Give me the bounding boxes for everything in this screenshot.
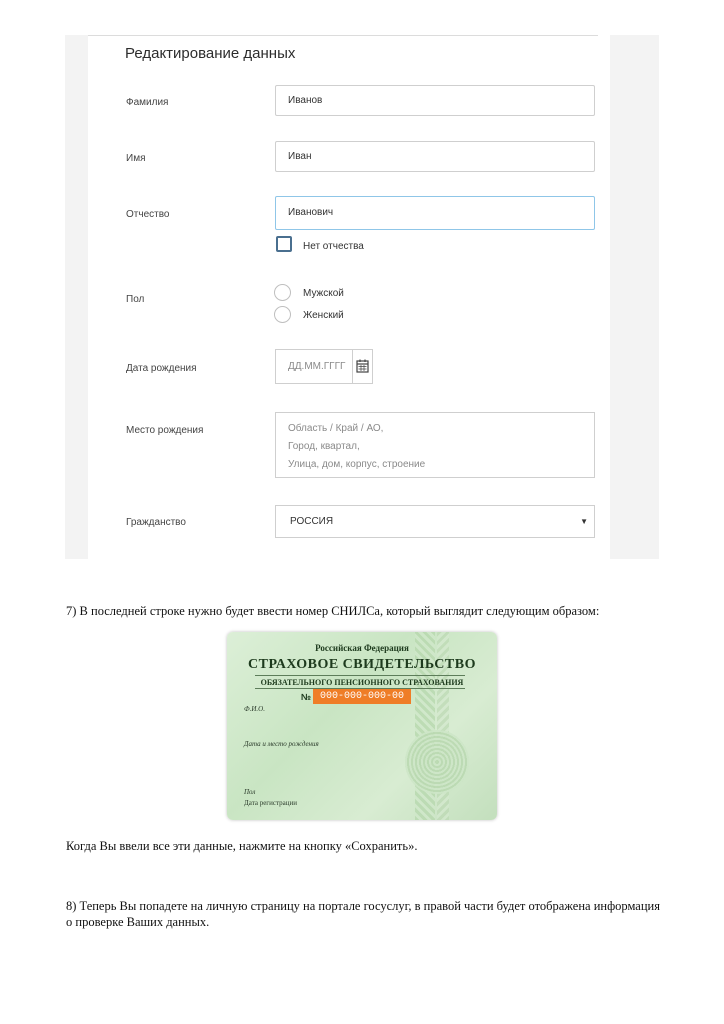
placeholder-line: Область / Край / АО, bbox=[288, 423, 384, 434]
gender-label: Пол bbox=[126, 294, 145, 305]
calendar-button[interactable] bbox=[352, 349, 373, 384]
form-title: Редактирование данных bbox=[125, 45, 296, 62]
card-field-reg: Дата регистрации bbox=[244, 799, 298, 807]
snils-card-image bbox=[227, 632, 497, 820]
chevron-down-icon: ▼ bbox=[580, 517, 588, 526]
placeholder-line: Улица, дом, корпус, строение bbox=[288, 459, 426, 470]
gender-male-radio[interactable] bbox=[274, 284, 291, 301]
divider bbox=[88, 35, 598, 36]
card-number-prefix: № bbox=[301, 692, 312, 702]
citizenship-select[interactable] bbox=[275, 505, 595, 538]
calendar-icon bbox=[353, 350, 372, 383]
card-country: Российская Федерация bbox=[315, 643, 409, 653]
first-name-input[interactable]: Иван bbox=[275, 141, 595, 172]
last-name-label: Фамилия bbox=[126, 97, 169, 108]
card-subtitle: ОБЯЗАТЕЛЬНОГО ПЕНСИОННОГО СТРАХОВАНИЯ bbox=[260, 678, 464, 687]
gender-female-label: Женский bbox=[303, 310, 344, 321]
citizenship-value: РОССИЯ bbox=[290, 516, 334, 527]
patronymic-input[interactable]: Иванович bbox=[275, 196, 595, 230]
first-name-label: Имя bbox=[126, 153, 146, 164]
last-name-input[interactable]: Иванов bbox=[275, 85, 595, 116]
card-field-birth: Дата и место рождения bbox=[244, 740, 319, 748]
card-title: СТРАХОВОЕ СВИДЕТЕЛЬСТВО bbox=[248, 657, 476, 672]
paragraph-save: Когда Вы ввели все эти данные, нажмите на кнопку «Сохранить». bbox=[66, 839, 418, 853]
card-field-gender: Пол bbox=[244, 788, 256, 796]
placeholder-line: Город, квартал, bbox=[288, 441, 360, 452]
form-screenshot bbox=[65, 35, 659, 559]
paragraph-step-7: 7) В последней строке нужно будет ввести номер СНИЛСа, который выглядит следующим образом: bbox=[66, 604, 600, 618]
card-number: 000-000-000-00 bbox=[313, 689, 411, 704]
paragraph-step-8: 8) Теперь Вы попадете на личную страницу на портале госуслуг, в правой части будет отображена информация о проверке Ваших данных. bbox=[66, 899, 660, 929]
card-field-fio: Ф.И.О. bbox=[244, 705, 265, 713]
no-patronymic-label: Нет отчества bbox=[303, 241, 364, 252]
birth-date-label: Дата рождения bbox=[126, 363, 197, 374]
citizenship-label: Гражданство bbox=[126, 517, 186, 528]
card-rosette bbox=[405, 730, 469, 794]
birth-place-label: Место рождения bbox=[126, 425, 204, 436]
gender-male-label: Мужской bbox=[303, 288, 344, 299]
gender-female-radio[interactable] bbox=[274, 306, 291, 323]
no-patronymic-checkbox[interactable] bbox=[276, 236, 292, 252]
edit-form-panel bbox=[88, 35, 610, 559]
card-divider bbox=[255, 675, 465, 676]
birth-place-textarea[interactable] bbox=[275, 412, 595, 478]
patronymic-label: Отчество bbox=[126, 209, 170, 220]
birth-date-input[interactable]: ДД.ММ.ГГГГ bbox=[275, 349, 353, 384]
